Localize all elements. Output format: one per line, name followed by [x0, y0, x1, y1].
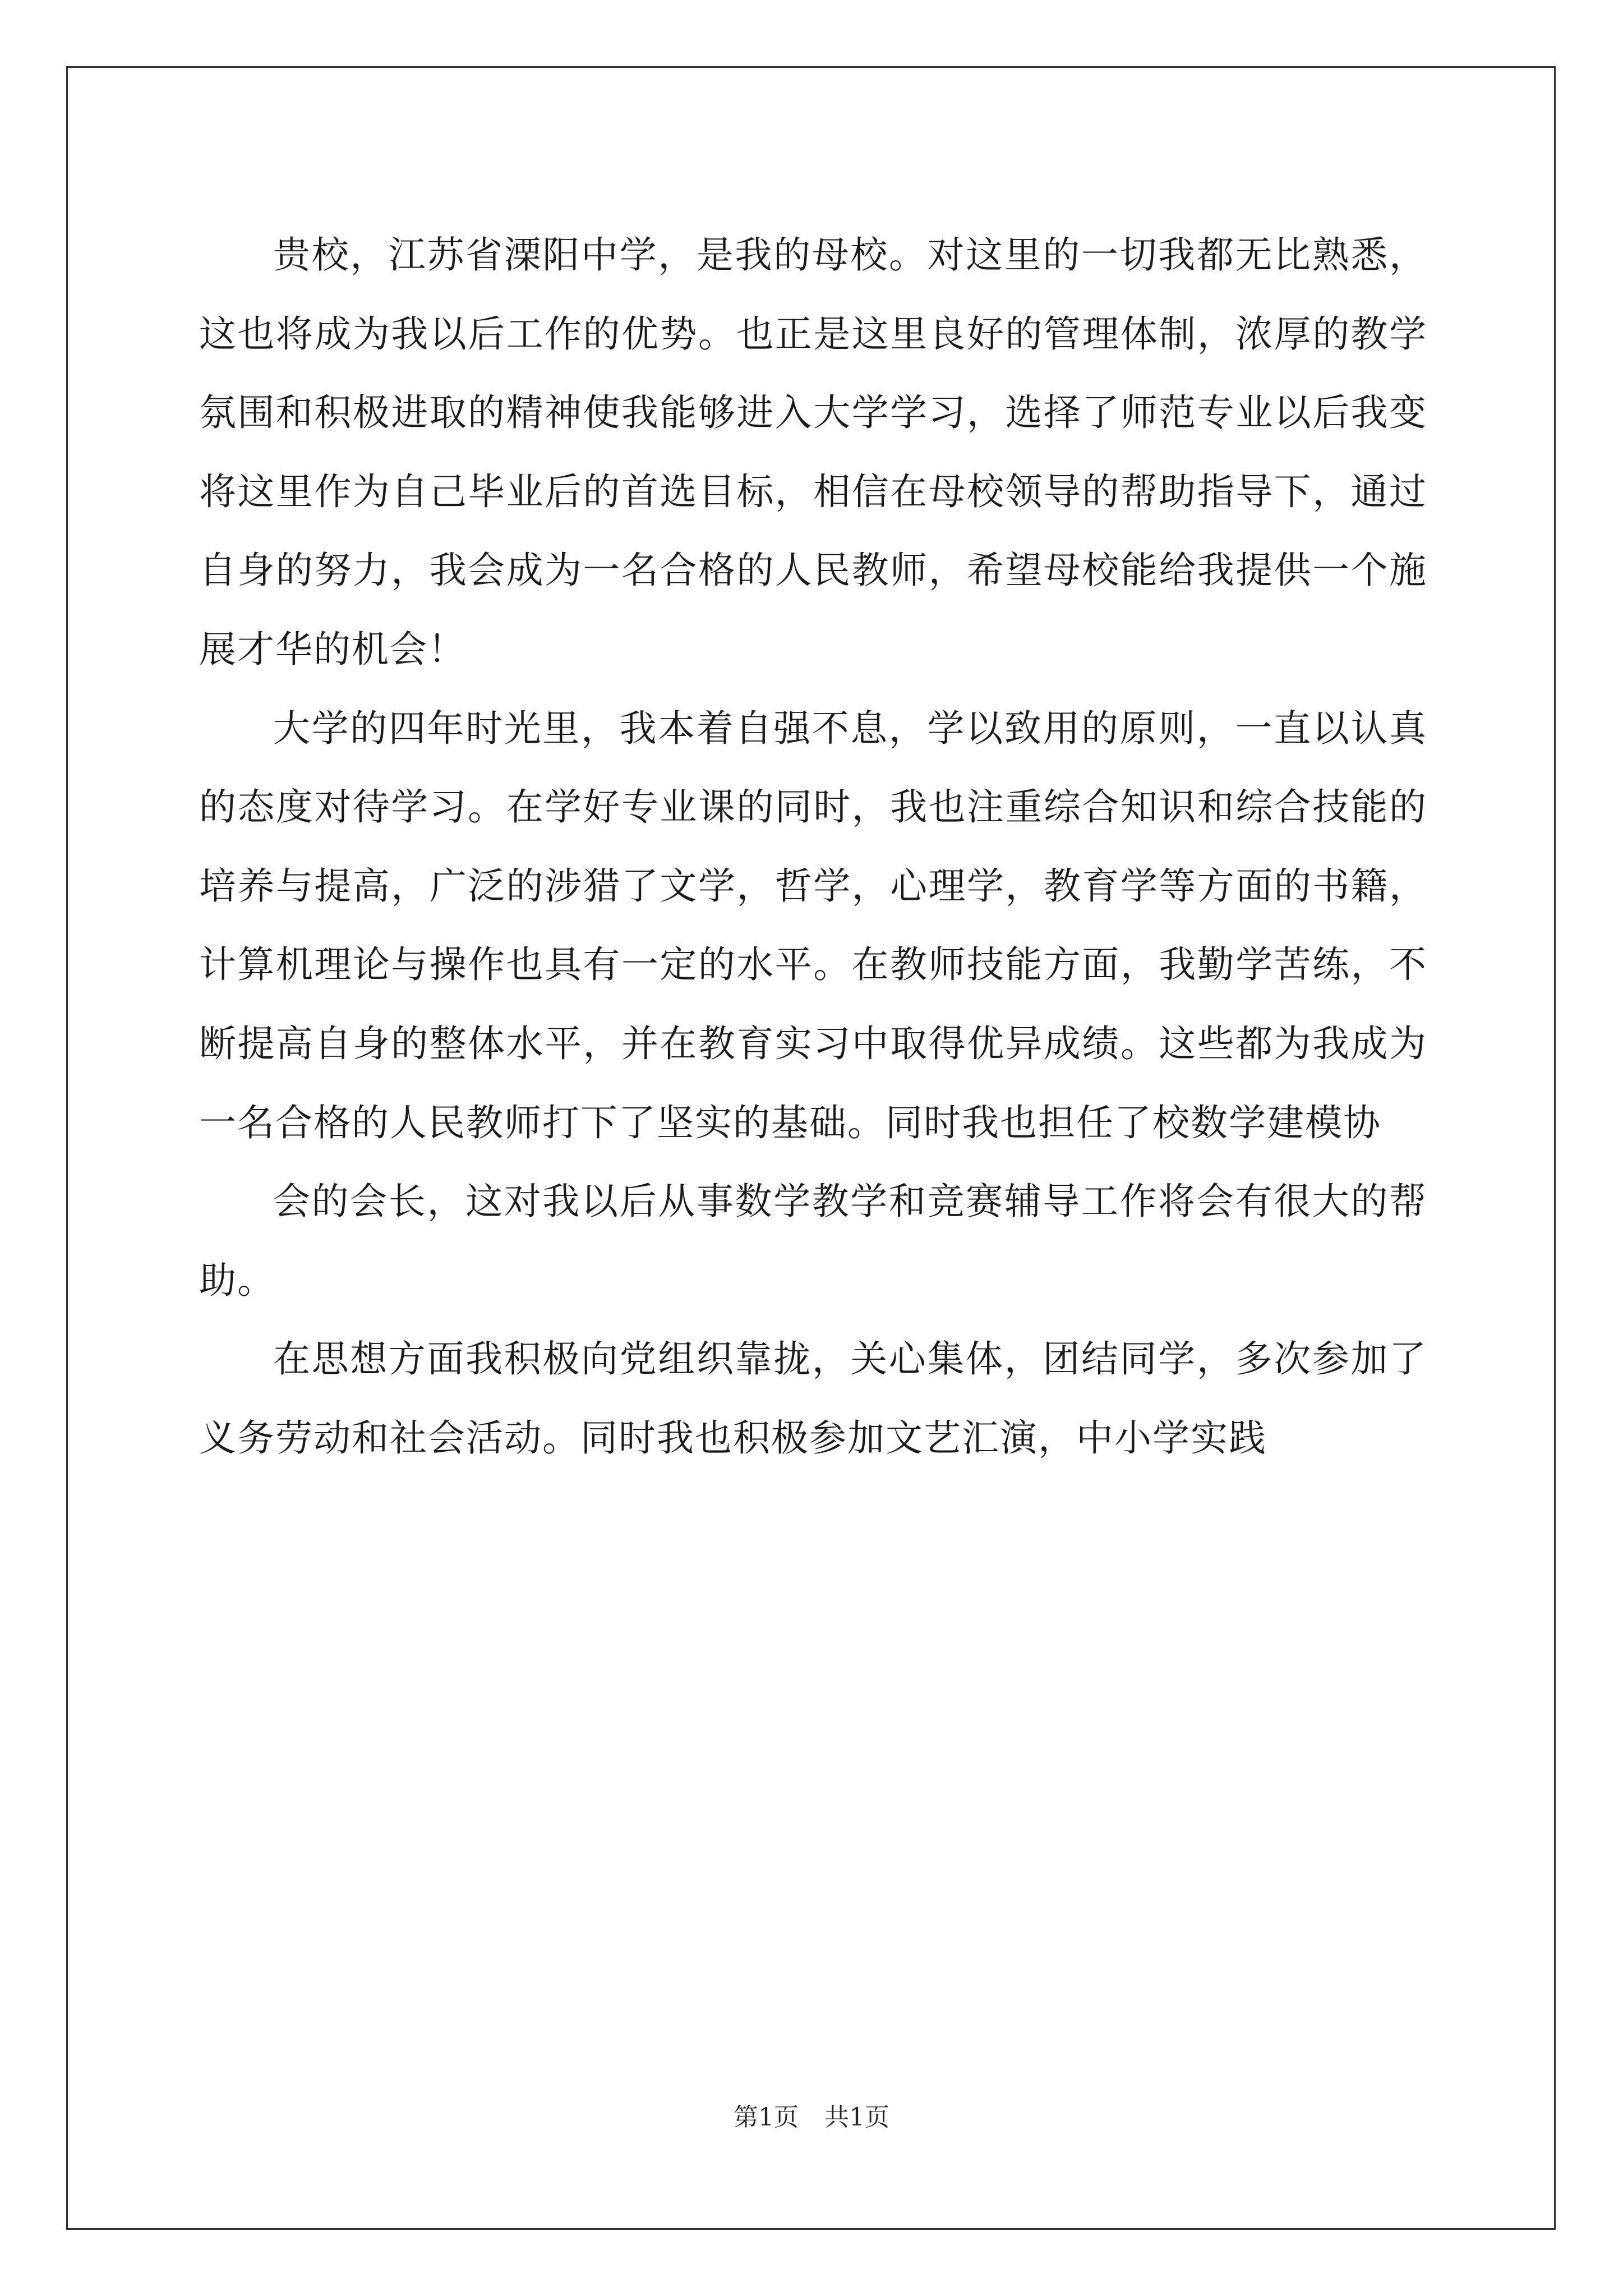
paragraph-3: 会的会长，这对我以后从事数学教学和竞赛辅导工作将会有很大的帮助。 [199, 1180, 1427, 1302]
page-total: 共1页 [824, 2103, 889, 2132]
paragraph-4: 在思想方面我积极向党组织靠拢，关心集体，团结同学，多次参加了义务劳动和社会活动。同时我也积极参加文艺汇演，中小学实践 [199, 1337, 1427, 1460]
paragraph-1: 贵校，江苏省溧阳中学，是我的母校。对这里的一切我都无比熟悉，这也将成为我以后工作的优势。也正是这里良好的管理体制，浓厚的教学氛围和积极进取的精神使我能够进入大学学习，选择了师范专业以后我变将这里作为自己毕业后的首选目标，相信在母校领导的帮助指导下，通过自身的努力，我会成为一名合格的人民教师，希望母校能给我提供一个施展才华的机会！ [199, 233, 1427, 671]
page-footer [0, 2097, 1623, 2133]
paragraph-2: 大学的四年时光里，我本着自强不息，学以致用的原则，一直以认真的态度对待学习。在学好专业课的同时，我也注重综合知识和综合技能的培养与提高，广泛的涉猎了文学，哲学，心理学，教育学等方面的书籍，计算机理论与操作也具有一定的水平。在教师技能方面，我勤学苦练，不断提高自身的整体水平，并在教育实习中取得优异成绩。这些都为我成为一名合格的人民教师打下了坚实的基础。同时我也担任了校数学建模协 [199, 706, 1427, 1144]
document-body [199, 216, 1427, 1478]
page-number: 第1页 [734, 2103, 799, 2132]
